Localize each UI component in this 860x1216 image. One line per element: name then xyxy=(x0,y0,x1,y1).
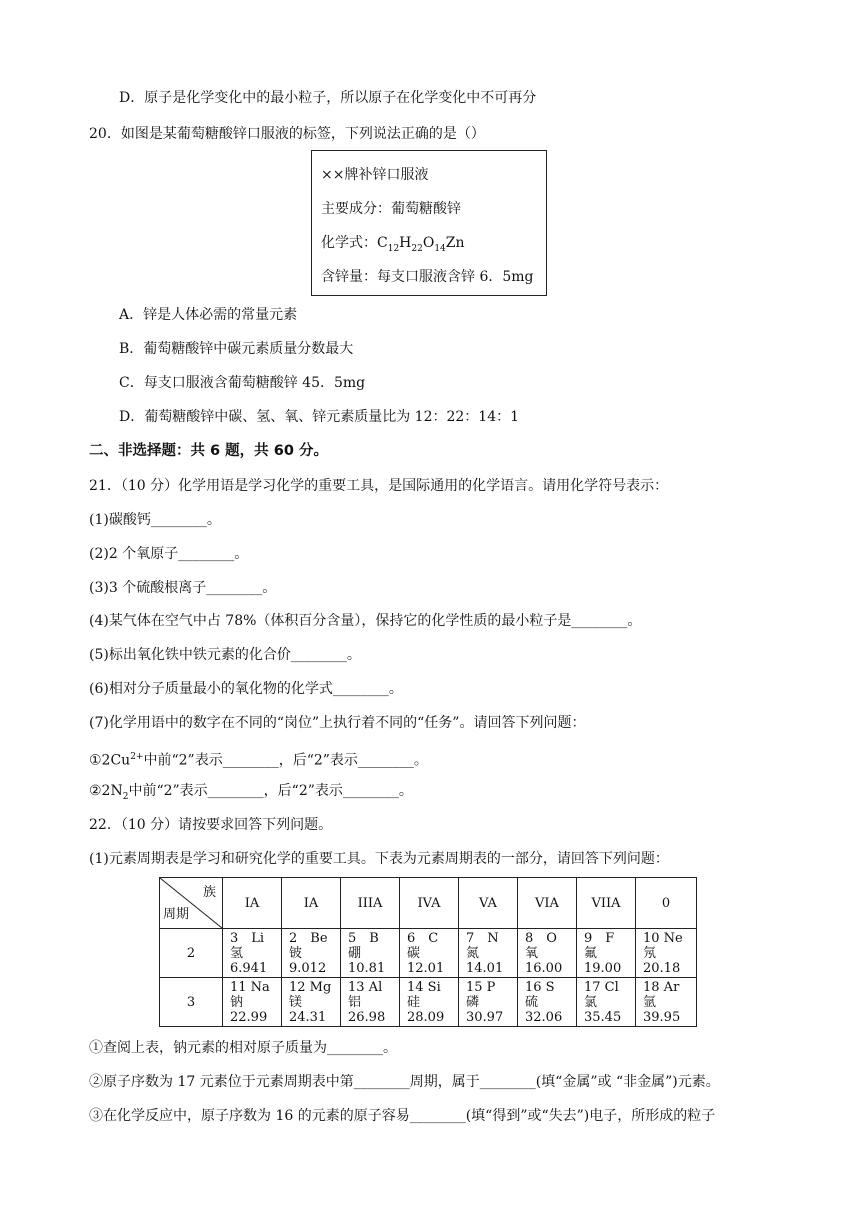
q21-stem: 21．（10 分）化学用语是学习化学的重要工具，是国际通用的化学语言。请用化学符号表示： xyxy=(89,478,669,494)
element-cell: 18 Ar 氩 39.95 xyxy=(636,978,697,1027)
formula-zn: Zn xyxy=(445,235,465,251)
formula-o-sub: 14 xyxy=(434,243,446,254)
table-corner-cell xyxy=(160,878,223,929)
section-2-title: 二、非选择题：共 6 题，共 60 分。 xyxy=(89,443,328,459)
formula-prefix: 化学式： xyxy=(321,235,377,251)
period-3-row xyxy=(160,978,697,1027)
period-label: 2 xyxy=(160,929,223,978)
period-2-row xyxy=(160,929,697,978)
element-cell: 3 Li 氢 6.941 xyxy=(223,929,282,978)
element-cell: 9 F 氟 19.00 xyxy=(577,929,636,978)
q21-item-7: (7)化学用语中的数字在不同的“岗位”上执行着不同的“任务”。请回答下列问题： xyxy=(89,715,586,731)
element-cell: 14 Si 硅 28.09 xyxy=(400,978,459,1027)
product-label-box xyxy=(311,150,547,296)
label-main-ingredient: 主要成分：葡萄糖酸锌 xyxy=(321,201,461,217)
element-cell: 5 B 硼 10.81 xyxy=(341,929,400,978)
q20-option-c: C．每支口服液含葡萄糖酸锌 45．5mg xyxy=(119,375,366,391)
element-cell: 12 Mg 镁 24.31 xyxy=(282,978,341,1027)
label-chemical-formula xyxy=(321,232,465,254)
formula-c-sub: 12 xyxy=(387,243,400,254)
formula-c: C xyxy=(377,235,388,251)
group-header: IVA xyxy=(400,878,459,929)
q22-intro: (1)元素周期表是学习和研究化学的重要工具。下表为元素周期表的一部分，请回答下列问题： xyxy=(89,851,669,867)
q21-sub-1-symbol: ①2Cu xyxy=(89,752,131,769)
formula-h-sub: 22 xyxy=(411,243,423,254)
q21-sub-2-text: 中前“2”表示________，后“2”表示________。 xyxy=(128,783,413,799)
q21-item-6: (6)相对分子质量最小的氧化物的化学式________。 xyxy=(89,681,403,697)
q21-item-4: (4)某气体在空气中占 78%（体积百分含量），保持它的化学性质的最小粒子是________。 xyxy=(89,613,642,629)
group-header-row xyxy=(160,878,697,929)
corner-period-label: 周期 xyxy=(163,907,190,922)
q22-stem: 22．（10 分）请按要求回答下列问题。 xyxy=(89,817,333,833)
periodic-table xyxy=(159,877,697,1027)
element-cell: 17 Cl 氯 35.45 xyxy=(577,978,636,1027)
q20-option-d: D．葡萄糖酸锌中碳、氢、氧、锌元素质量比为 12：22：14：1 xyxy=(119,409,520,425)
group-header: VIIA xyxy=(577,878,636,929)
q20-option-a: A．锌是人体必需的常量元素 xyxy=(119,307,298,323)
q20-stem: 20．如图是某葡萄糖酸锌口服液的标签，下列说法正确的是（） xyxy=(89,126,485,142)
q22-answer-3: ③在化学反应中，原子序数为 16 的元素的原子容易________(填“得到”或“失去”)电子，所形成的粒子 xyxy=(89,1108,716,1124)
element-cell: 6 C 碳 12.01 xyxy=(400,929,459,978)
q21-item-1: (1)碳酸钙________。 xyxy=(89,512,221,528)
q21-sub-2-symbol: ②2N xyxy=(89,783,123,799)
element-cell: 16 S 硫 32.06 xyxy=(518,978,577,1027)
q20-option-b: B．葡萄糖酸锌中碳元素质量分数最大 xyxy=(119,341,354,357)
formula-o: O xyxy=(422,235,435,251)
period-label: 3 xyxy=(160,978,223,1027)
group-header: IA xyxy=(223,878,282,929)
group-header: VIA xyxy=(518,878,577,929)
group-header: VA xyxy=(459,878,518,929)
corner-group-label: 族 xyxy=(202,885,216,900)
group-header: IIIA xyxy=(341,878,400,929)
q21-item-3: (3)3 个硫酸根离子________。 xyxy=(89,580,277,596)
element-cell: 8 O 氧 16.00 xyxy=(518,929,577,978)
q21-sub-2-subscript: 2 xyxy=(122,791,129,802)
formula-h: H xyxy=(399,235,412,251)
element-cell: 13 Al 铝 26.98 xyxy=(341,978,400,1027)
q21-item-5: (5)标出氧化铁中铁元素的化合价________。 xyxy=(89,647,361,663)
q19-option-d: D．原子是化学变化中的最小粒子，所以原子在化学变化中不可再分 xyxy=(119,90,537,106)
q21-sub-2 xyxy=(89,781,413,807)
q21-sub-1 xyxy=(89,747,428,771)
element-cell: 10 Ne 氖 20.18 xyxy=(636,929,697,978)
group-header: 0 xyxy=(636,878,697,929)
group-header: IA xyxy=(282,878,341,929)
element-cell: 15 P 磷 30.97 xyxy=(459,978,518,1027)
q22-answer-2: ②原子序数为 17 元素位于元素周期表中第________周期，属于________(填“金属”或 “非金属”)元素。 xyxy=(89,1074,720,1090)
q21-sub-1-charge: 2+ xyxy=(130,752,144,762)
element-cell: 11 Na 钠 22.99 xyxy=(223,978,282,1027)
label-zinc-content: 含锌量：每支口服液含锌 6．5mg xyxy=(321,269,534,285)
element-cell: 7 N 氮 14.01 xyxy=(459,929,518,978)
label-product-name: ××牌补锌口服液 xyxy=(321,167,429,183)
q21-item-2: (2)2 个氧原子________。 xyxy=(89,546,249,562)
q22-answer-1: ①查阅上表，钠元素的相对原子质量为________。 xyxy=(89,1040,397,1056)
element-cell: 2 Be 铍 9.012 xyxy=(282,929,341,978)
q21-sub-1-text: 中前“2”表示________，后“2”表示________。 xyxy=(143,752,428,769)
